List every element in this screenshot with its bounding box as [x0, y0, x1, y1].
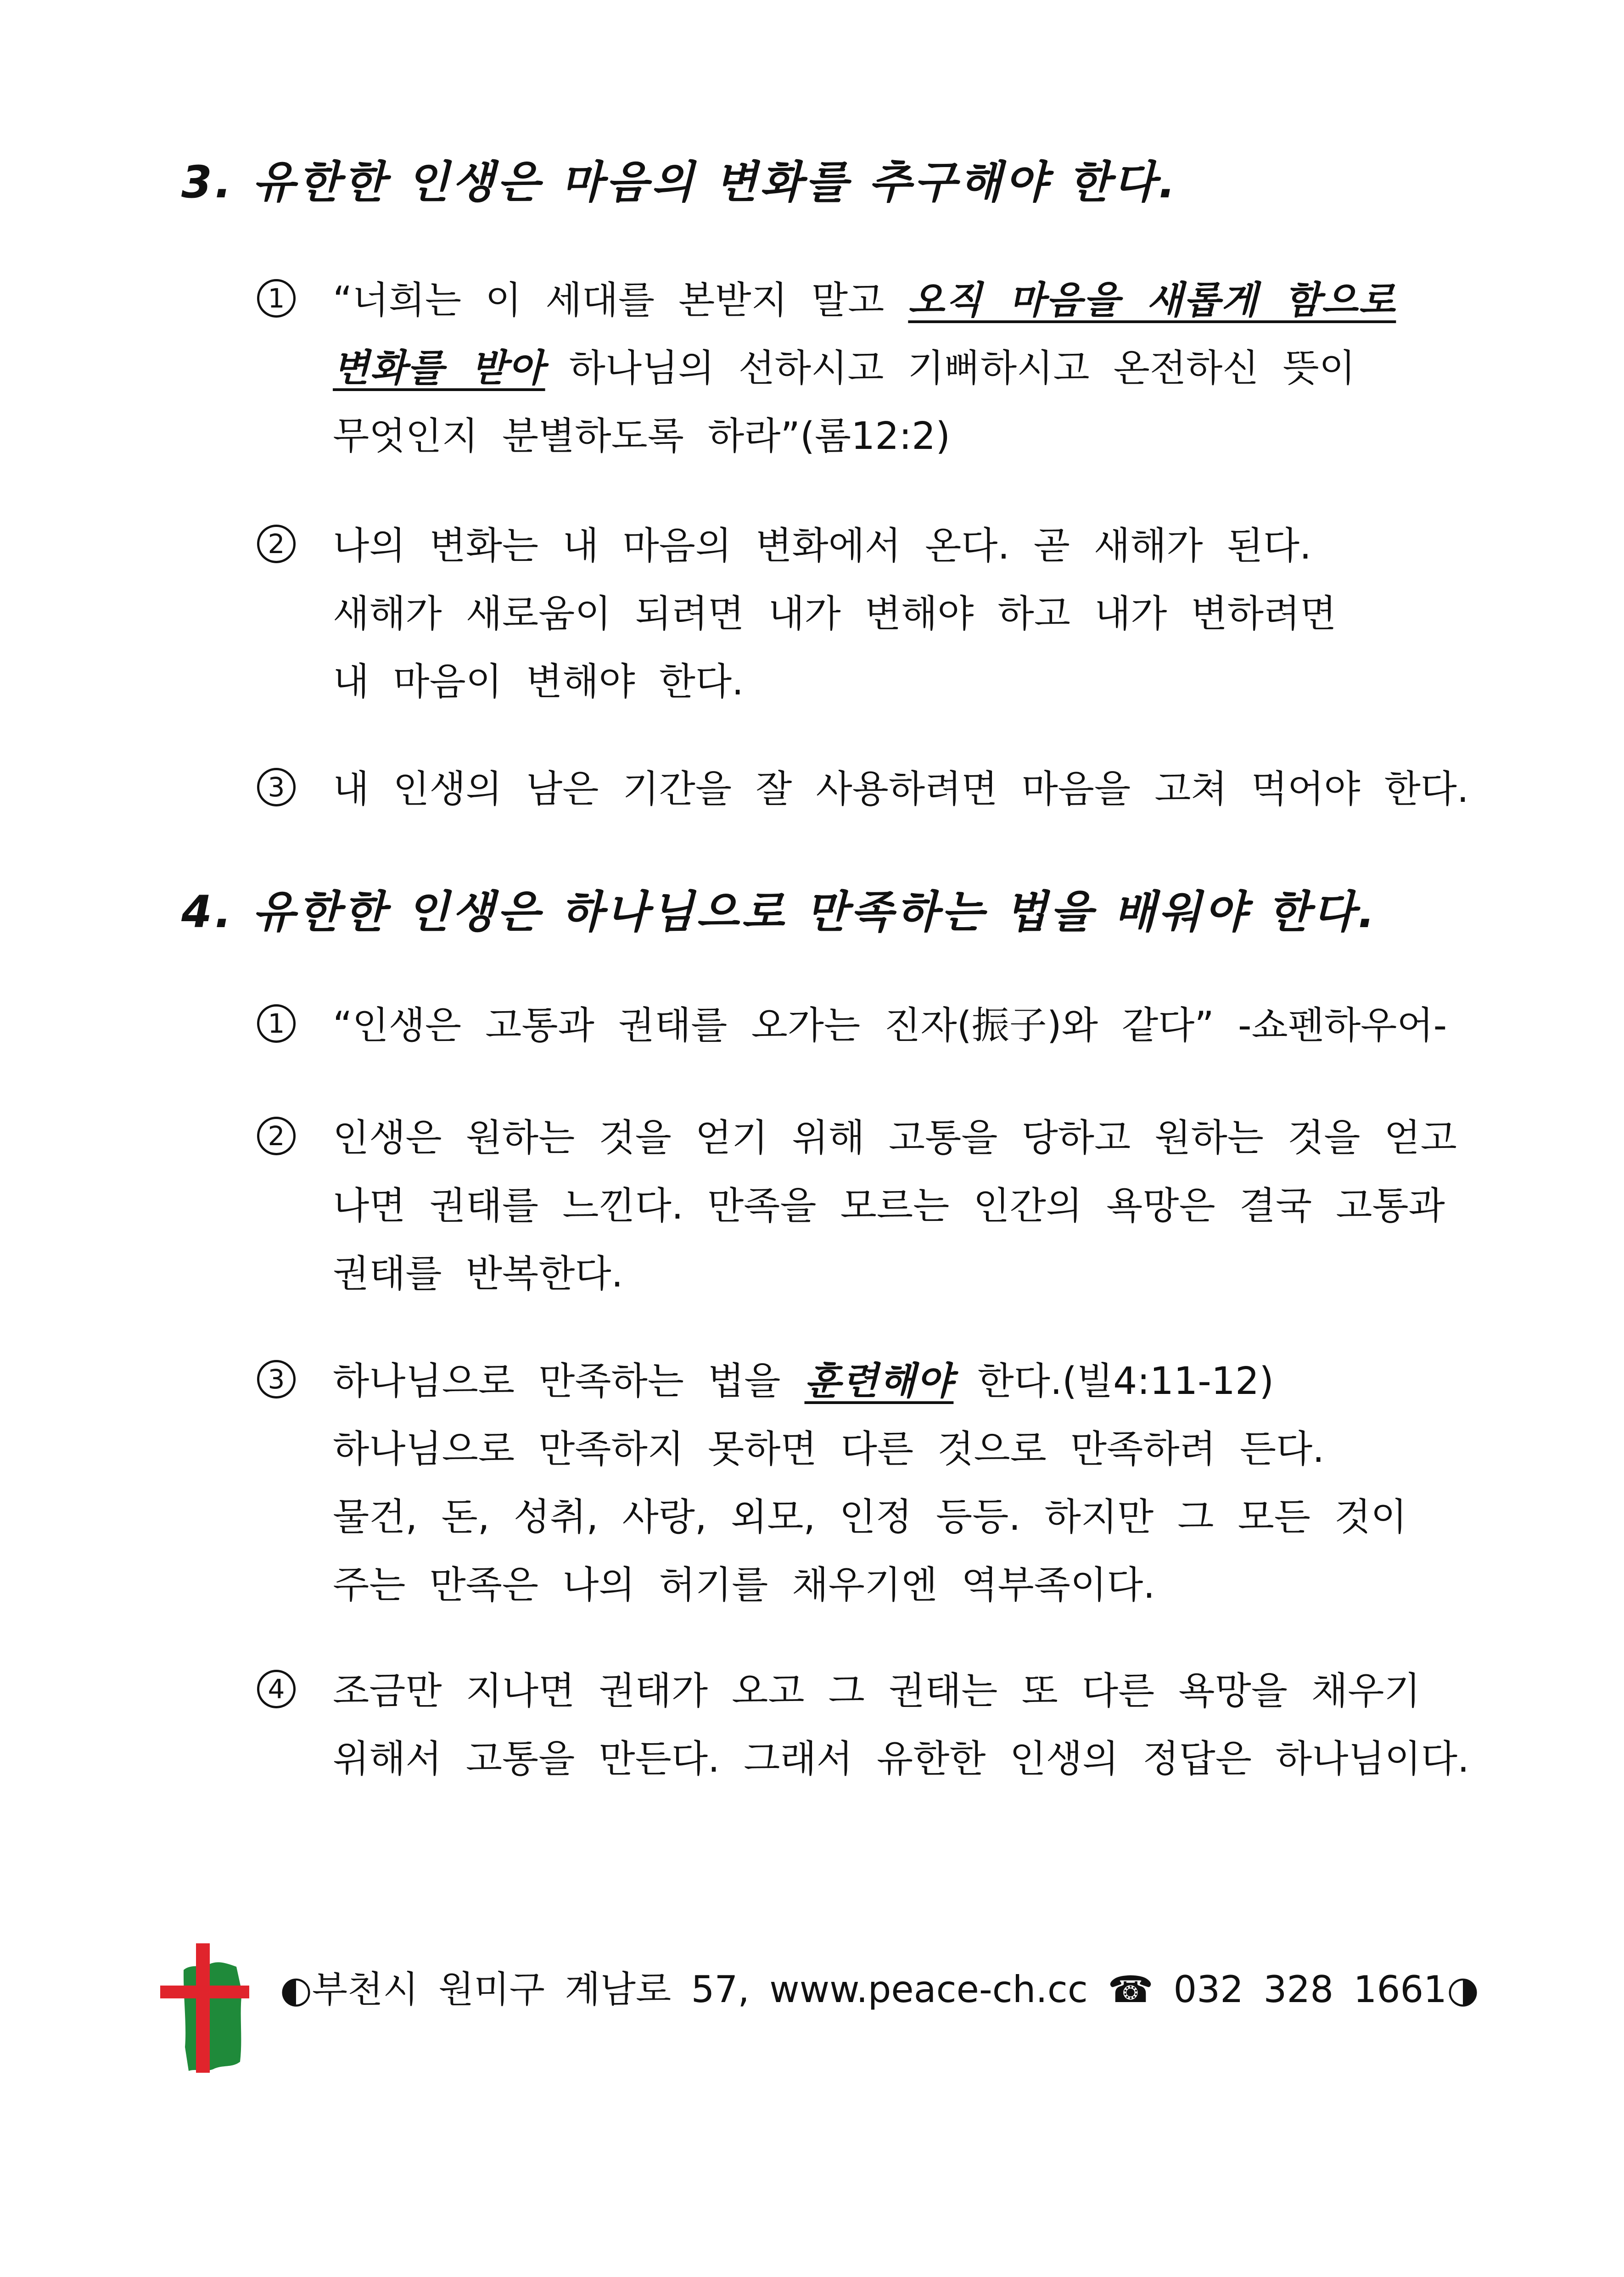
- item-line: 물건, 돈, 성취, 사랑, 외모, 인정 등등. 하지만 그 모든 것이: [333, 1495, 1407, 1539]
- footer: [158, 1941, 1535, 2079]
- item-line: 위해서 고통을 만든다. 그래서 유한한 인생의 정답은 하나님이다.: [333, 1737, 1470, 1781]
- item-line: 내 마음이 변해야 한다.: [333, 660, 744, 704]
- item-line: 권태를 반복한다.: [333, 1252, 623, 1296]
- item-line: 나의 변화는 내 마음의 변화에서 온다. 곧 새해가 된다.: [333, 524, 1312, 568]
- item-line: 새해가 새로움이 되려면 내가 변해야 하고 내가 변하려면: [333, 592, 1337, 636]
- item-line: 내 인생의 남은 기간을 잘 사용하려면 마음을 고쳐 먹어야 한다.: [333, 767, 1469, 811]
- item-line: 주는 만족은 나의 허기를 채우기엔 역부족이다.: [333, 1563, 1155, 1607]
- section-3-heading: 3. 유한한 인생은 마음의 변화를 추구해야 한다.: [181, 157, 1178, 208]
- item-line: 인생은 원하는 것을 얻기 위해 고통을 당하고 원하는 것을 얻고: [333, 1116, 1457, 1160]
- item-marker: 3: [257, 768, 296, 806]
- emphasis-text: 오직 마음을 새롭게 함으로: [908, 279, 1396, 322]
- footer-address: ◐부천시 원미구 계남로 57, www.peace-ch.cc ☎ 032 328 1661◑: [280, 1968, 1479, 2011]
- item-marker: 1: [257, 1004, 296, 1043]
- item-marker: 4: [257, 1670, 296, 1708]
- item-line: “인생은 고통과 권태를 오가는 진자(振子)와 같다” -쇼펜하우어-: [333, 1004, 1447, 1047]
- item-line: 조금만 지나면 권태가 오고 그 권태는 또 다른 욕망을 채우기: [333, 1669, 1421, 1713]
- item-line: 하나님으로 만족하는 법을 훈련해야 한다.(빌4:11-12): [333, 1359, 1274, 1403]
- item-line: 변화를 받아 하나님의 선하시고 기뻐하시고 온전하신 뜻이: [333, 347, 1355, 390]
- item-line: “너희는 이 세대를 본받지 말고 오직 마음을 새롭게 함으로: [333, 279, 1396, 322]
- item-line: 나면 권태를 느낀다. 만족을 모르는 인간의 욕망은 결국 고통과: [333, 1184, 1445, 1228]
- item-marker: 2: [257, 525, 296, 563]
- item-line: 무엇인지 분별하도록 하라”(롬12:2): [333, 414, 951, 458]
- church-logo-icon: [158, 1941, 250, 2075]
- section-4-heading: 4. 유한한 인생은 하나님으로 만족하는 법을 배워야 한다.: [181, 886, 1378, 938]
- item-marker: 3: [257, 1360, 296, 1399]
- emphasis-text: 변화를 받아: [333, 347, 545, 390]
- item-marker: 1: [257, 279, 296, 318]
- emphasis-text: 훈련해야: [804, 1359, 954, 1403]
- item-marker: 2: [257, 1117, 296, 1155]
- item-line: 하나님으로 만족하지 못하면 다른 것으로 만족하려 든다.: [333, 1427, 1325, 1471]
